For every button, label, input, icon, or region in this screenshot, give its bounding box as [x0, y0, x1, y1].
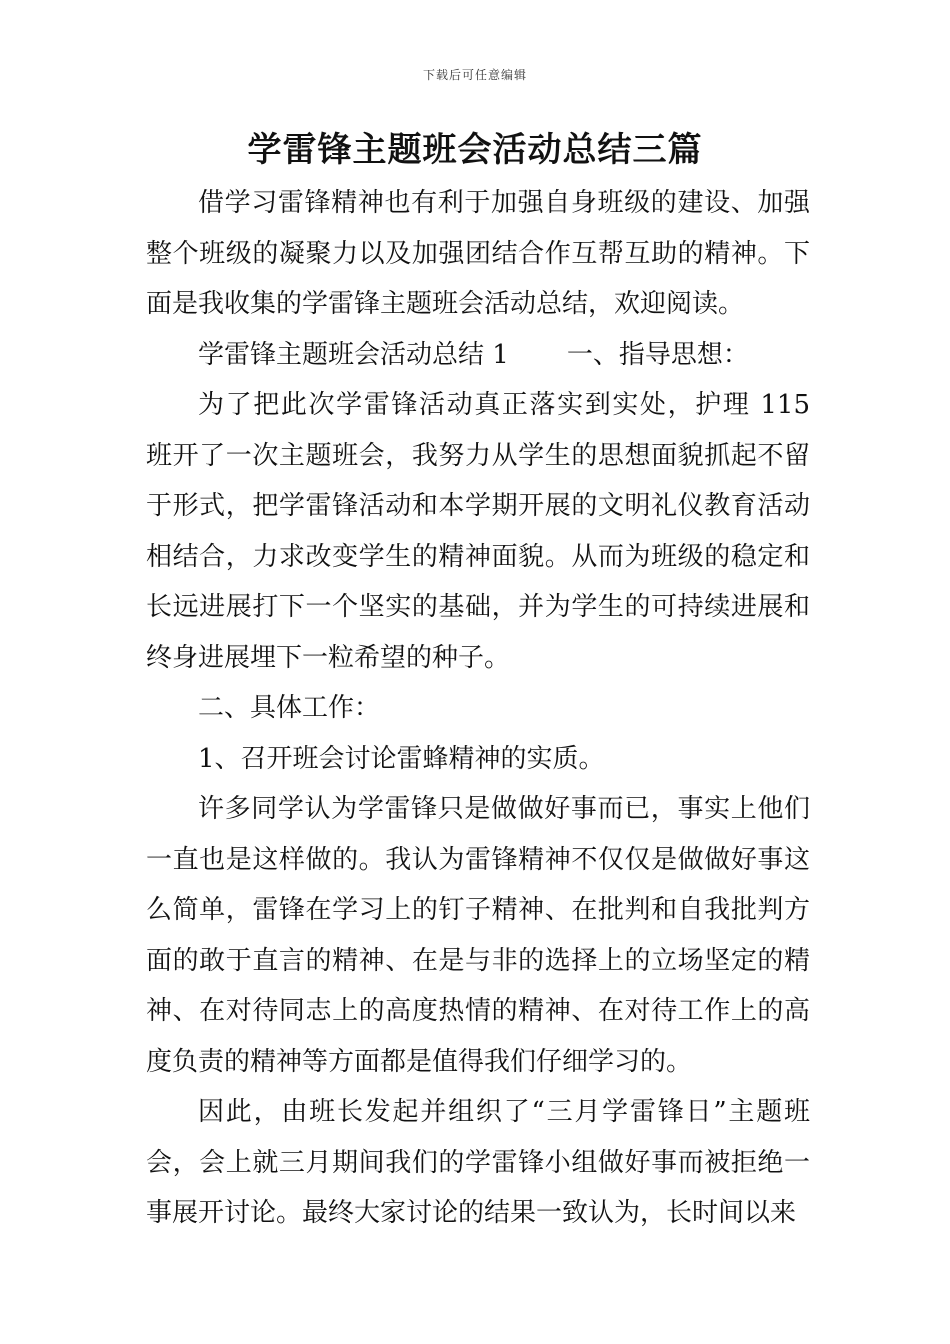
- paragraph-therefore: 因此，由班长发起并组织了“三月学雷锋日”主题班会，会上就三月期间我们的学雷锋小组做好事而被拒绝一事展开讨论。最终大家讨论的结果一致认为，长时间以来: [146, 1097, 810, 1228]
- list-item-1: 1、召开班会讨论雷蜂精神的实质。: [198, 743, 605, 774]
- work-heading: 二、具体工作：: [198, 693, 381, 723]
- guiding-paragraph: 为了把此次学雷锋活动真正落实到实处，护理 115 班开了一次主题班会，我努力从学生的思想面貌抓起不留于形式，把学雷锋活动和本学期开展的文明礼仪教育活动相结合，力求改变学生的精神面貌。从而为班级的稳定和长远进展打下一个坚实的基础，并为学生的可持续进展和终身进展埋下一粒希望的种子。: [146, 390, 810, 673]
- document-title: 学雷锋主题班会活动总结三篇: [247, 130, 703, 170]
- header-note: 下载后可任意编辑: [422, 68, 527, 82]
- document-body: [146, 178, 810, 1239]
- intro-paragraph: 借学习雷锋精神也有利于加强自身班级的建设、加强整个班级的凝聚力以及加强团结合作互帮互助的精神。下面是我收集的学雷锋主题班会活动总结，欢迎阅读。: [146, 188, 810, 319]
- section-heading-subtitle: 一、指导思想：: [566, 339, 749, 370]
- section-heading-title: 学雷锋主题班会活动总结 1: [198, 339, 509, 370]
- section-heading: [146, 330, 810, 381]
- paragraph-many-students: 许多同学认为学雷锋只是做做好事而已，事实上他们一直也是这样做的。我认为雷锋精神不仅仅是做做好事这么简单，雷锋在学习上的钉子精神、在批判和自我批判方面的敢于直言的精神、在是与非的选择上的立场坚定的精神、在对待同志上的高度热情的精神、在对待工作上的高度负责的精神等方面都是值得我们仔细学习的。: [146, 794, 810, 1077]
